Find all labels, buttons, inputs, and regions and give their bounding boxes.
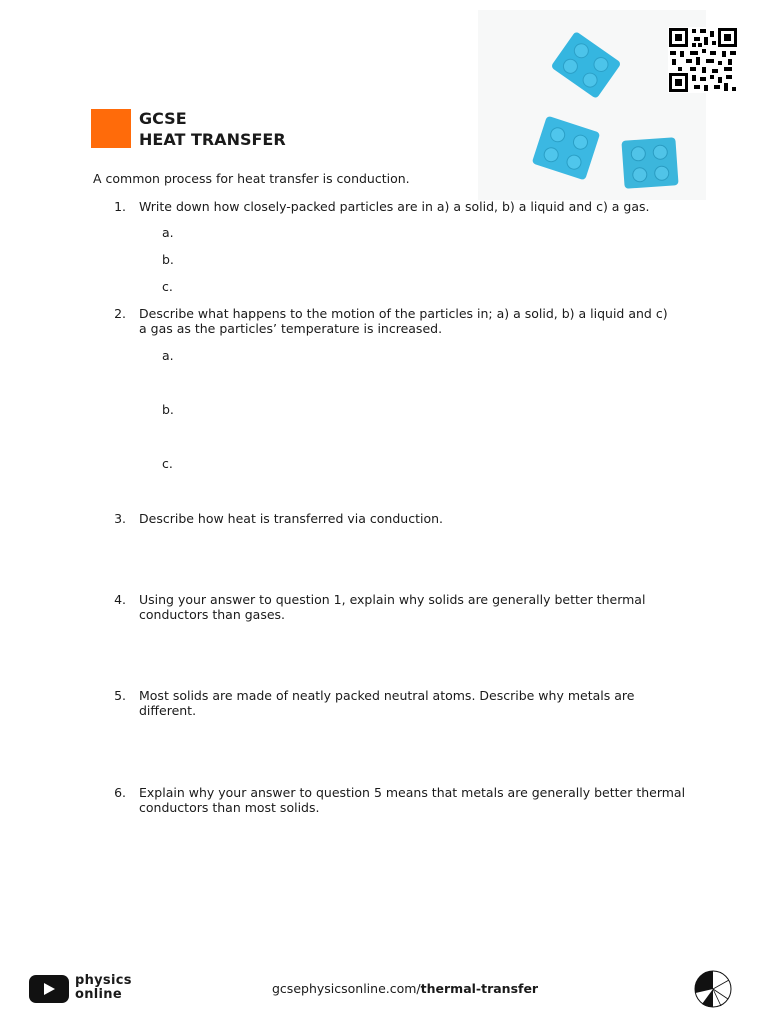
page-title: HEAT TRANSFER (139, 130, 286, 149)
question-text: Explain why your answer to question 5 means that metals are generally better thermal conductors than most solids. (139, 785, 686, 815)
url-path: thermal-transfer (420, 981, 539, 996)
sub-item-label: c. (162, 279, 173, 294)
brand-square (91, 109, 131, 148)
question-number: 6. (114, 785, 126, 800)
play-button-icon[interactable] (29, 975, 69, 1003)
sub-item-label: a. (162, 225, 174, 240)
question-number: 5. (114, 688, 126, 703)
question-number: 1. (114, 199, 126, 214)
question-number: 3. (114, 511, 126, 526)
intro-text: A common process for heat transfer is conduction. (93, 171, 410, 186)
question-text: Describe how heat is transferred via conduction. (139, 511, 443, 526)
sub-item-label: b. (162, 252, 174, 267)
question-number: 4. (114, 592, 126, 607)
question-text: Write down how closely-packed particles are in a) a solid, b) a liquid and c) a gas. (139, 199, 650, 214)
brand-name (75, 974, 132, 1002)
brand-line-2: online (75, 987, 122, 1002)
sub-item-label: c. (162, 456, 173, 471)
question-text: Most solids are made of neatly packed neutral atoms. Describe why metals are different. (139, 688, 635, 718)
sub-item-label: a. (162, 348, 174, 363)
subject-title: GCSE (139, 109, 187, 128)
question-text: Using your answer to question 1, explain why solids are generally better thermal conductors than gases. (139, 592, 646, 622)
url-base: gcsephysicsonline.com/ (272, 981, 421, 996)
qr-code-icon[interactable] (668, 27, 738, 93)
brand-line-1: physics (75, 973, 132, 988)
footer-url[interactable] (272, 981, 538, 996)
question-number: 2. (114, 306, 126, 321)
sub-item-label: b. (162, 402, 174, 417)
pie-logo-icon (694, 970, 732, 1008)
question-text: Describe what happens to the motion of the particles in; a) a solid, b) a liquid and c) a gas as the particles’ temperature is increased. (139, 306, 668, 336)
